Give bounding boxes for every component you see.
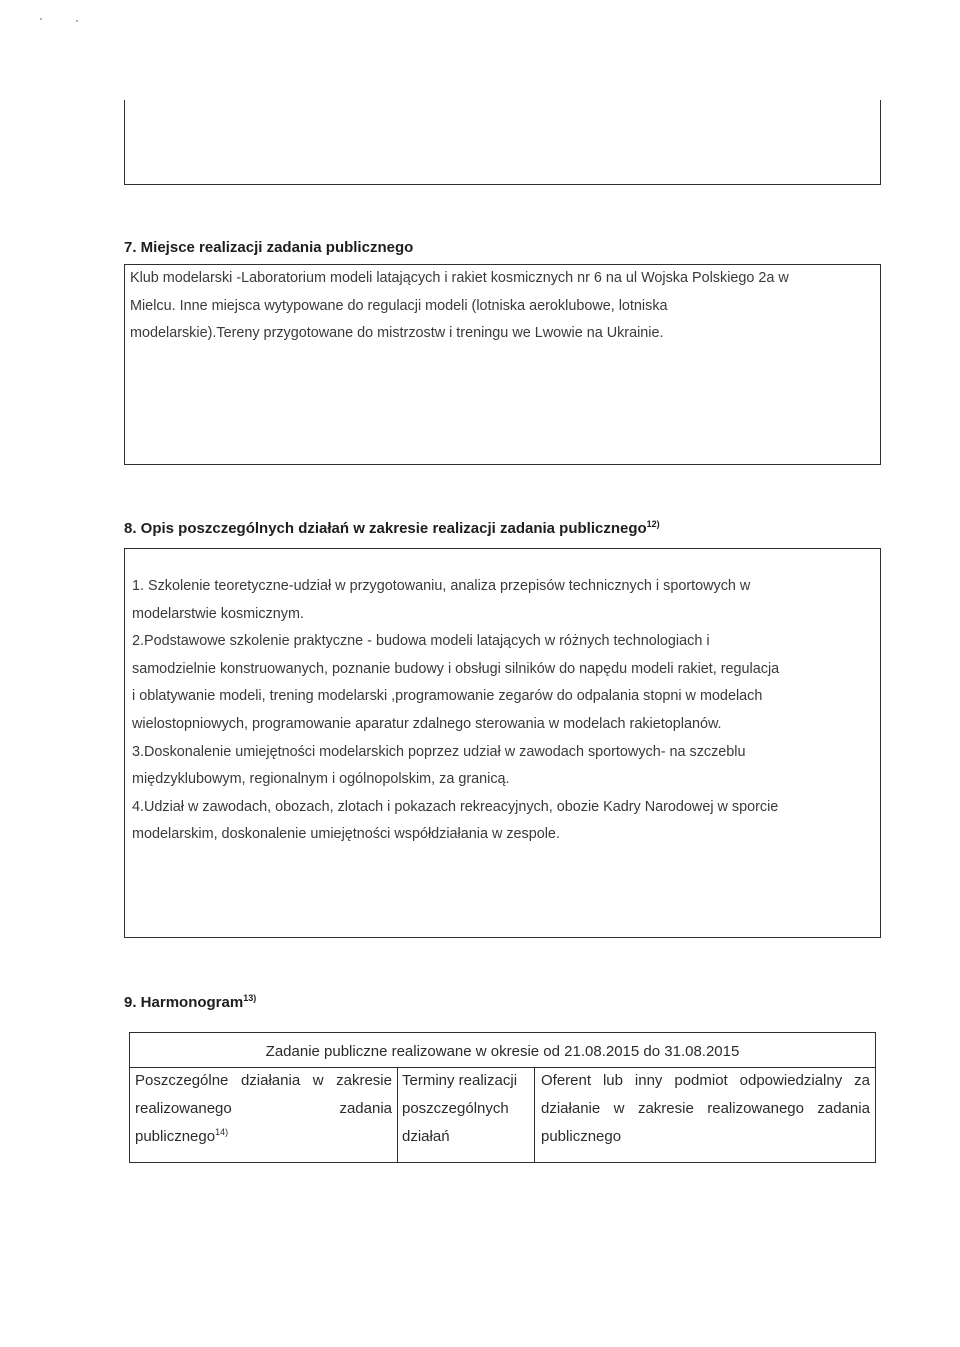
- header-word: lub: [602, 1072, 623, 1089]
- header-word: działanie: [541, 1100, 601, 1117]
- header-word: publicznego: [135, 1128, 216, 1145]
- header-word: działania: [240, 1072, 301, 1089]
- section-7-heading: 7. Miejsce realizacji zadania publicznego: [124, 239, 414, 256]
- text-line: wielostopniowych, programowanie aparatur zdalnego sterowania w modelach rakietoplanów.: [132, 715, 722, 732]
- section-9-heading: [124, 993, 256, 1011]
- footnote-marker: 12): [646, 519, 660, 529]
- header-word: w: [613, 1100, 625, 1117]
- header-line: [135, 1067, 392, 1095]
- column-header-dates: [402, 1067, 532, 1145]
- header-word: inny: [634, 1072, 663, 1089]
- header-word: realizowanego: [135, 1100, 232, 1117]
- text-line: 4.Udział w zawodach, obozach, zlotach i pokazach rekreacyjnych, obozie Kadry Narodowej w sporcie: [132, 798, 779, 815]
- scan-speck: [76, 20, 78, 22]
- header-word: podmiot: [674, 1072, 728, 1089]
- text-line: międzyklubowym, regionalnym i ogólnopolskim, za granicą.: [132, 771, 510, 788]
- header-line: działań: [402, 1128, 450, 1145]
- header-word: zakresie: [637, 1100, 694, 1117]
- header-line: publicznego: [541, 1128, 622, 1145]
- header-word: Oferent: [541, 1072, 592, 1089]
- header-word: odpowiedzialny: [739, 1072, 843, 1089]
- section-8-text: [132, 573, 779, 849]
- section-8-box: [124, 548, 881, 938]
- header-line: poszczególnych: [402, 1100, 509, 1117]
- section-7-text: [130, 265, 789, 348]
- text-line: modelarskim, doskonalenie umiejętności współdziałania w zespole.: [132, 826, 560, 843]
- scan-speck: [40, 18, 42, 20]
- section-8-heading: [124, 519, 660, 537]
- section-9-heading-text: 9. Harmonogram: [124, 994, 244, 1011]
- text-line: 2.Podstawowe szkolenie praktyczne - budowa modeli latających w różnych technologiach i: [132, 633, 710, 650]
- footnote-marker: 14): [215, 1127, 229, 1137]
- text-line: modelarskie).Tereny przygotowane do mistrzostw i treningu we Lwowie na Ukrainie.: [130, 325, 664, 342]
- footnote-marker: 13): [243, 993, 257, 1003]
- text-line: Mielcu. Inne miejsca wytypowane do regulacji modeli (lotniska aeroklubowe, lotniska: [130, 297, 668, 314]
- header-word: Poszczególne: [135, 1072, 229, 1089]
- text-line: i oblatywanie modeli, trening modelarski ,programowanie zegarów do odpalania stopni w modelach: [132, 688, 763, 705]
- header-word: za: [854, 1072, 870, 1089]
- text-line: 3.Doskonalenie umiejętności modelarskich poprzez udział w zawodach sportowych- na szczeblu: [132, 743, 746, 760]
- header-line: [135, 1123, 392, 1151]
- header-line: Terminy realizacji: [402, 1072, 518, 1089]
- header-word: w: [312, 1072, 324, 1089]
- text-line: modelarstwie kosmicznym.: [132, 605, 304, 622]
- section-7-box: [124, 264, 881, 465]
- previous-section-box: [124, 100, 881, 185]
- header-word: realizowanego: [707, 1100, 804, 1117]
- header-word: zadania: [817, 1100, 870, 1117]
- column-header-activities: [135, 1067, 392, 1145]
- header-word: zakresie: [336, 1072, 392, 1089]
- text-line: samodzielnie konstruowanych, poznanie budowy i obsługi silników do napędu modeli rakiet, regulacja: [132, 660, 780, 677]
- text-line: Klub modelarski -Laboratorium modeli latających i rakiet kosmicznych nr 6 na ul Wojska Polskiego 2a w: [130, 270, 789, 286]
- table-column-divider: [534, 1067, 535, 1163]
- column-header-responsible: [541, 1067, 870, 1145]
- header-line: [541, 1095, 870, 1123]
- section-8-heading-text: 8. Opis poszczególnych działań w zakresie realizacji zadania publicznego: [124, 520, 647, 537]
- schedule-period-caption: Zadanie publiczne realizowane w okresie od 21.08.2015 do 31.08.2015: [265, 1043, 740, 1060]
- header-line: [541, 1067, 870, 1095]
- header-line: [135, 1095, 392, 1123]
- text-line: 1. Szkolenie teoretyczne-udział w przygotowaniu, analiza przepisów technicznych i sportowych w: [132, 578, 751, 594]
- header-word: zadania: [339, 1100, 392, 1117]
- table-column-divider: [397, 1067, 398, 1163]
